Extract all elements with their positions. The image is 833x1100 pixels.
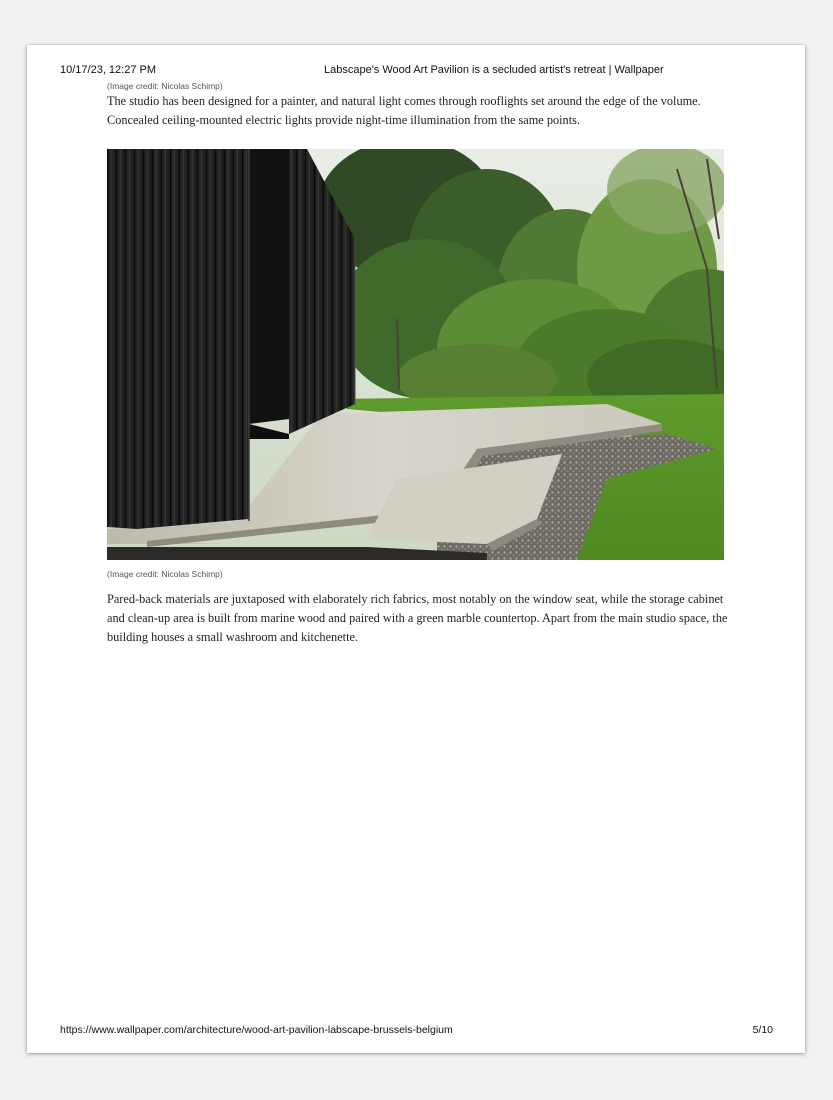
- print-header-datetime: 10/17/23, 12:27 PM: [60, 64, 157, 76]
- print-footer-page-number: 5/10: [752, 1024, 773, 1036]
- article-paragraph-1: The studio has been designed for a painter, and natural light comes through rooflights set around the edge of the volume. Concealed ceiling-mounted electric lights provide night-time illumination from the same points.: [107, 94, 701, 127]
- pavilion-photo-illustration: [107, 149, 724, 560]
- print-footer-url: https://www.wallpaper.com/architecture/wood-art-pavilion-labscape-brussels-belgium: [60, 1024, 453, 1036]
- print-header-title: Labscape's Wood Art Pavilion is a secluded artist's retreat | Wallpaper: [324, 64, 664, 76]
- printed-page: [27, 45, 805, 1053]
- article-paragraph-2: Pared-back materials are juxtaposed with elaborately rich fabrics, most notably on the window seat, while the storage cabinet and clean-up area is built from marine wood and paired with a green marble countertop. Apart from the main studio space, the building houses a small washroom and kitchenette.: [107, 592, 728, 644]
- image-credit: (Image credit: Nicolas Schimp): [107, 569, 223, 579]
- pavilion-photo: [107, 149, 724, 560]
- image-credit-top: (Image credit: Nicolas Schimp): [107, 81, 223, 91]
